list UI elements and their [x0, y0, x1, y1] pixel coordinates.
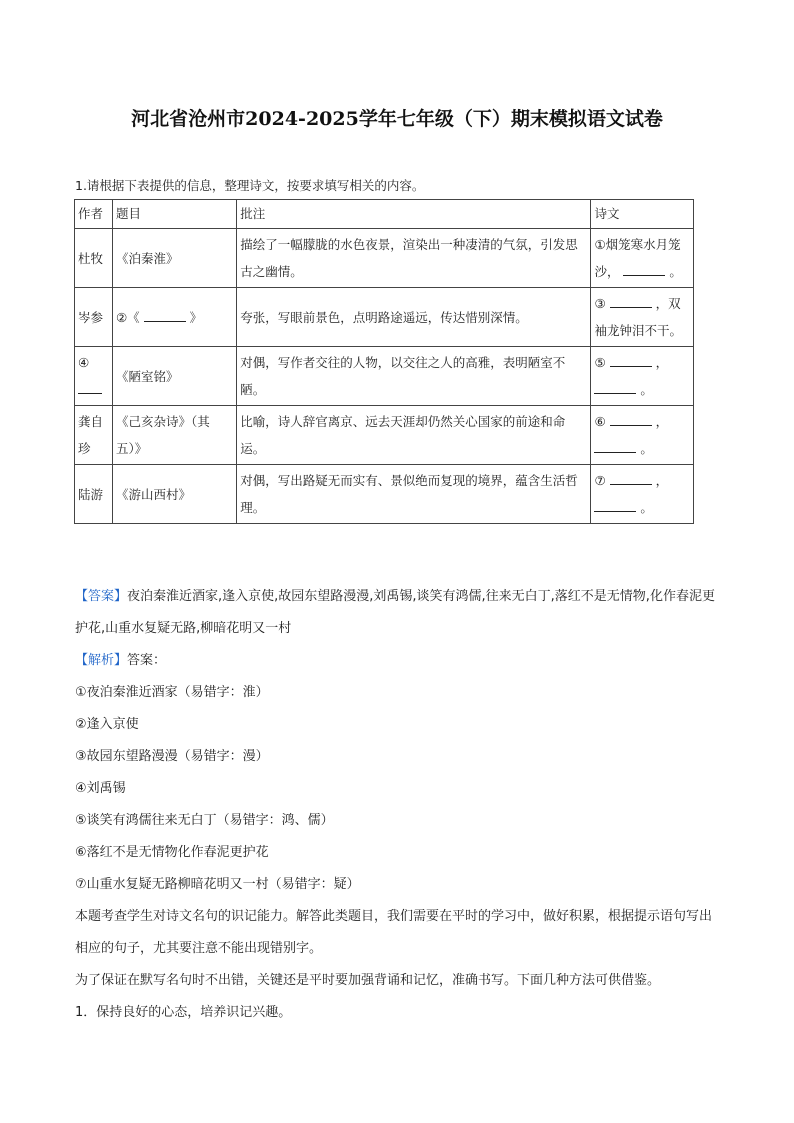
poem-table: [74, 199, 694, 524]
poem-text: ①烟笼寒水月笼沙，: [594, 237, 681, 279]
fill-blank[interactable]: [594, 438, 636, 453]
poem-cell: ⑥ ， 。: [591, 406, 694, 465]
fill-blank[interactable]: [610, 352, 652, 367]
table-row: [75, 406, 694, 465]
author-cell: 岑参: [75, 288, 113, 347]
note-cell: 对偶，写出路疑无而实有、景似绝而复现的境界，蕴含生活哲理。: [237, 465, 591, 524]
analysis-paragraph: 为了保证在默写名句时不出错，关键还是平时要加强背诵和记忆，准确书写。下面几种方法可供借鉴。: [75, 973, 661, 988]
analysis-item: ④刘禹锡: [75, 781, 126, 796]
analysis-item: ⑦山重水复疑无路柳暗花明又一村（易错字：疑）: [75, 877, 360, 892]
note-cell: 对偶，写作者交往的人物，以交往之人的高雅，表明陋室不陋。: [237, 347, 591, 406]
fill-blank[interactable]: [78, 379, 102, 394]
fill-blank[interactable]: [610, 411, 652, 426]
work-cell: ②《 》: [112, 288, 236, 347]
analysis-item: ②逢入京使: [75, 717, 139, 732]
header-author: 作者: [75, 200, 113, 229]
poem-cell: ③ ，双袖龙钟泪不干。: [591, 288, 694, 347]
answer-analysis-section: [75, 581, 720, 1029]
header-poem: 诗文: [591, 200, 694, 229]
author-cell: 陆游: [75, 465, 113, 524]
author-cell: ④: [75, 347, 113, 406]
author-cell: 龚自珍: [75, 406, 113, 465]
author-cell: 杜牧: [75, 229, 113, 288]
work-cell: 《陋室铭》: [112, 347, 236, 406]
note-cell: 夸张，写眼前景色，点明路途遥远，传达惜别深情。: [237, 288, 591, 347]
poem-cell: ⑦ ， 。: [591, 465, 694, 524]
analysis-item: ⑤谈笑有鸿儒往来无白丁（易错字：鸿、儒）: [75, 813, 334, 828]
poem-cell: ⑤ ， 。: [591, 347, 694, 406]
work-cell: 《泊秦淮》: [112, 229, 236, 288]
table-row: [75, 347, 694, 406]
question-1: 1.请根据下表提供的信息，整理诗文，按要求填写相关的内容。: [75, 178, 425, 193]
table-row: [75, 288, 694, 347]
analysis-paragraph: 本题考查学生对诗文名句的识记能力。解答此类题目，我们需要在平时的学习中，做好积累，根据提示语句写出相应的句子，尤其要注意不能出现错别字。: [75, 909, 713, 956]
note-cell: 比喻，诗人辞官离京、远去天涯却仍然关心国家的前途和命运。: [237, 406, 591, 465]
header-work: 题目: [112, 200, 236, 229]
work-cell: 《己亥杂诗》（其五）》: [112, 406, 236, 465]
fill-blank[interactable]: [594, 379, 636, 394]
fill-blank[interactable]: [610, 470, 652, 485]
analysis-item: ①夜泊秦淮近酒家（易错字：淮）: [75, 685, 269, 700]
analysis-paragraph: 1．保持良好的心态，培养识记兴趣。: [75, 1005, 292, 1020]
fill-blank[interactable]: [623, 261, 665, 276]
table-row: [75, 465, 694, 524]
fill-blank[interactable]: [594, 497, 636, 512]
answer-text: 夜泊秦淮近酒家,逢入京使,故园东望路漫漫,刘禹锡,谈笑有鸿儒,往来无白丁,落红不是无情物,化作春泥更护花,山重水复疑无路,柳暗花明又一村: [75, 589, 715, 636]
analysis-item: ⑥落红不是无情物化作春泥更护花: [75, 845, 269, 860]
analysis-item: ③故园东望路漫漫（易错字：漫）: [75, 749, 269, 764]
table-row: [75, 229, 694, 288]
work-cell: 《游山西村》: [112, 465, 236, 524]
analysis-tag: 【解析】: [75, 653, 128, 668]
analysis-intro: 答案：: [127, 653, 167, 668]
poem-cell: ①烟笼寒水月笼沙， 。: [591, 229, 694, 288]
analysis-paragraph: [75, 645, 720, 677]
answer-tag: 【答案】: [75, 589, 128, 604]
fill-blank[interactable]: [144, 307, 186, 322]
fill-blank[interactable]: [610, 293, 652, 308]
header-note: 批注: [237, 200, 591, 229]
note-cell: 描绘了一幅朦胧的水色夜景，渲染出一种凄清的气氛，引发思古之幽情。: [237, 229, 591, 288]
answer-paragraph: [75, 581, 720, 645]
table-header-row: [75, 200, 694, 229]
page-title: 河北省沧州市2024-2025学年七年级（下）期末模拟语文试卷: [131, 108, 663, 130]
